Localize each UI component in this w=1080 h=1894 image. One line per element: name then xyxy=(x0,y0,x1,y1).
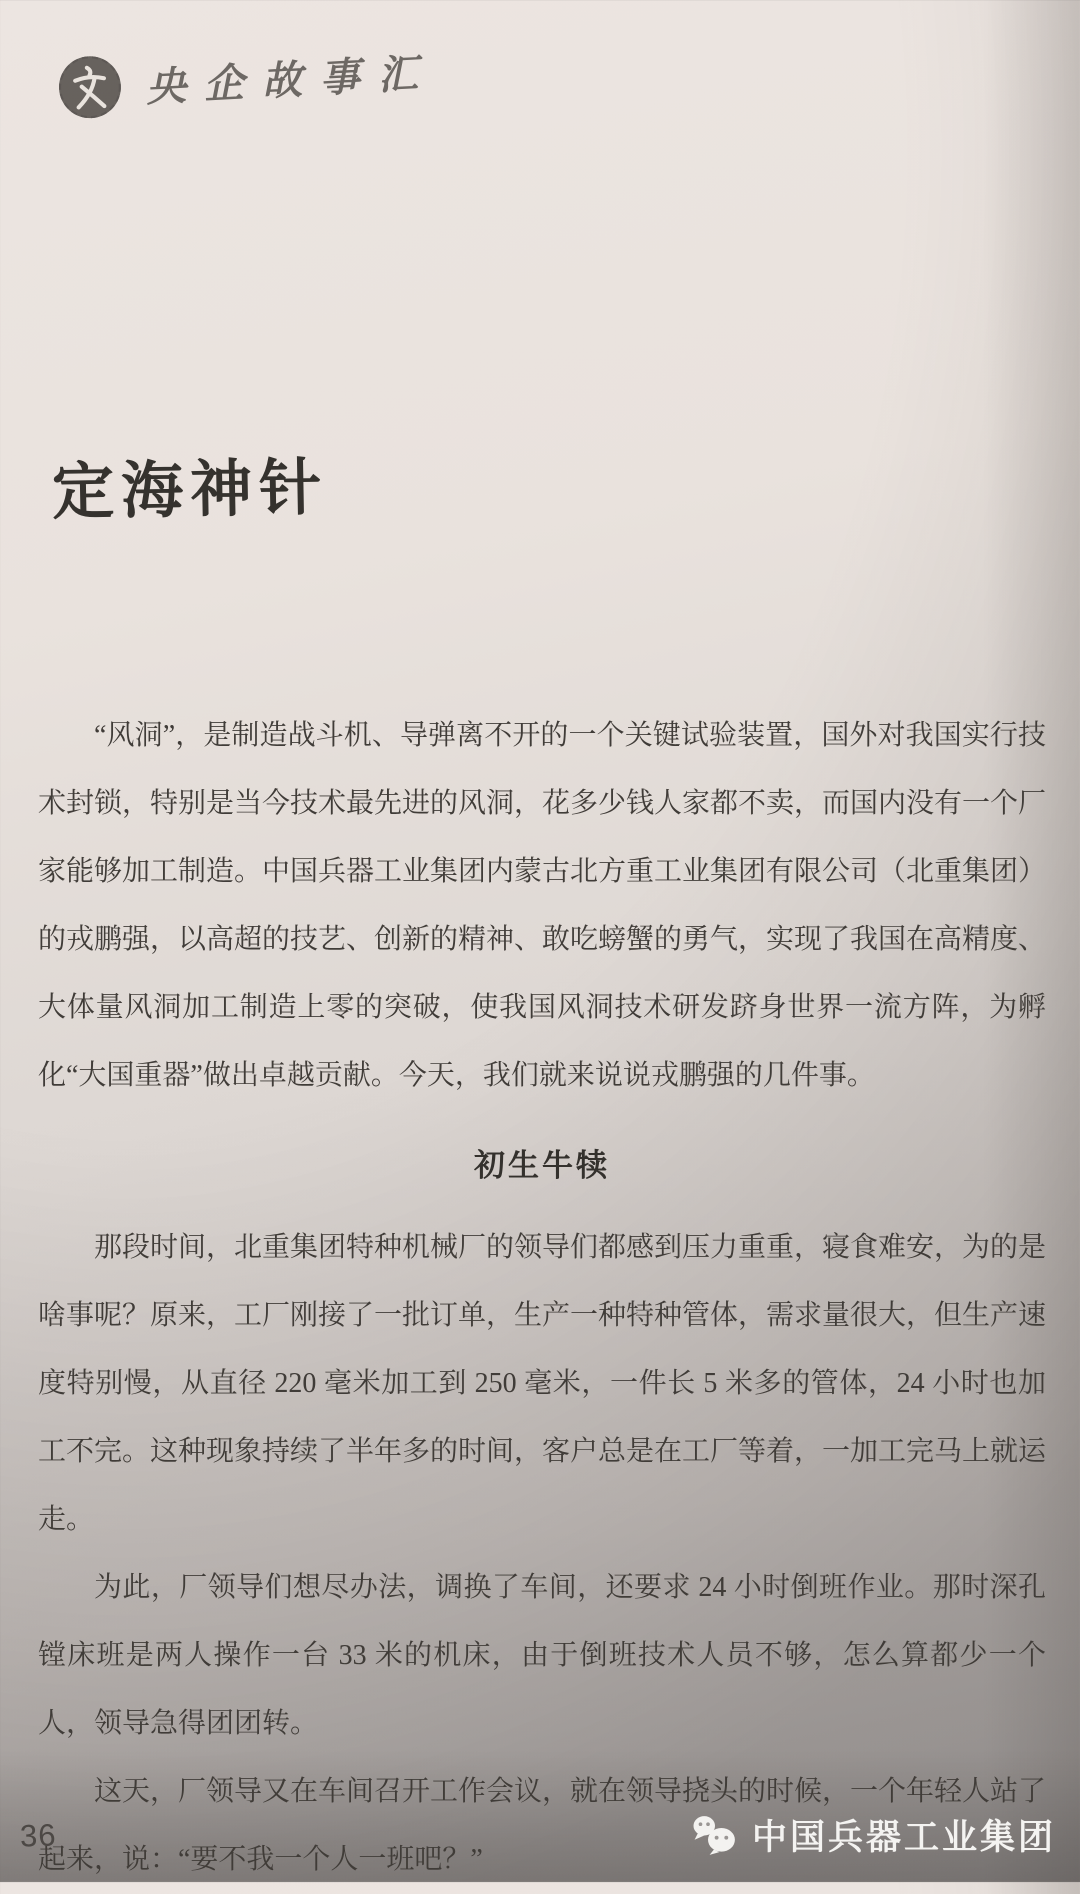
section-paragraph-1: 那段时间，北重集团特种机械厂的领导们都感到压力重重，寝食难安，为的是啥事呢？原来，工厂刚接了一批订单，生产一种特种管体，需求量很大，但生产速度特别慢，从直径 220 毫米加工到 250 毫米，一件长 5 米多的管体，24 小时也加工不完。这种现象持续了半年多的时间，客户总是在工厂等着，一加工完马上就运走。 xyxy=(38,1232,1047,1535)
footer-brand-label: 中国兵器工业集团 xyxy=(751,1818,1056,1857)
seal-icon xyxy=(54,52,125,121)
section-paragraph-2: 为此，厂领导们想尽办法，调换了车间，还要求 24 小时倒班作业。那时深孔镗床班是两人操作一台 33 米的机床，由于倒班技术人员不够，怎么算都少一个人，领导急得团团转。 xyxy=(38,1572,1046,1739)
wechat-icon xyxy=(690,1814,740,1857)
footer-brand xyxy=(690,1810,1056,1860)
section-heading: 初生牛犊 xyxy=(474,1148,610,1183)
intro-paragraph: “风洞”，是制造战斗机、导弹离不开的一个关键试验装置，国外对我国实行技术封锁，特别是当今技术最先进的风洞，花多少钱人家都不卖，而国内没有一个厂家能够加工制造。中国兵器工业集团内蒙古北方重工业集团有限公司（北重集团）的戎鹏强，以高超的技艺、创新的精神、敢吃螃蟹的勇气，实现了我国在高精度、大体量风洞加工制造上零的突破，使我国风洞技术研发跻身世界一流方阵，为孵化“大国重器”做出卓越贡献。今天，我们就来说说戎鹏强的几件事。 xyxy=(38,720,1047,1091)
masthead xyxy=(54,36,437,122)
article-title: 定海神针 xyxy=(51,454,329,528)
section-paragraph-3: 这天，厂领导又在车间召开工作会议，就在领导挠头的时候，一个年轻人站了起来，说：“要不我一个人一班吧？” xyxy=(38,1776,1047,1875)
masthead-wordmark: 央企故事汇 xyxy=(144,49,437,110)
page-number: 36 xyxy=(19,1817,58,1854)
article-body xyxy=(38,702,1046,1894)
